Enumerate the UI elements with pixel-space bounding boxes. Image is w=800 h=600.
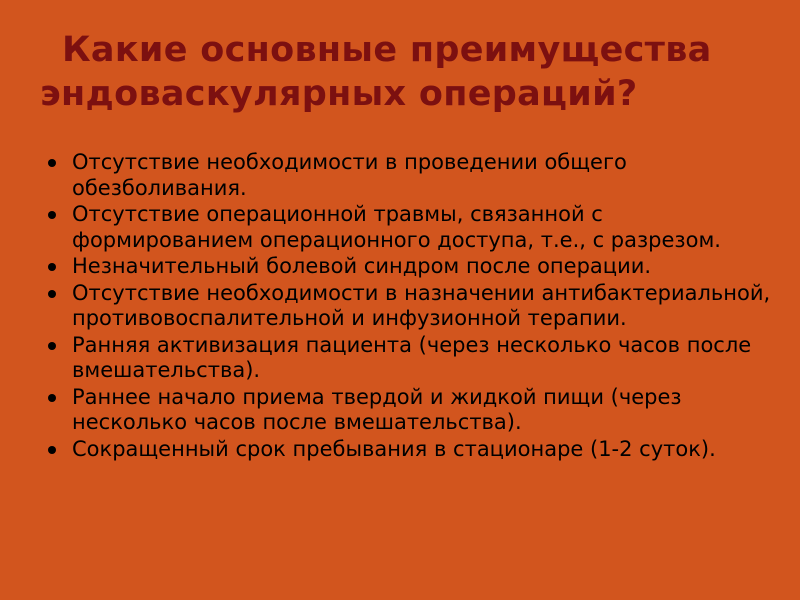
bullet-dot-icon: [48, 342, 56, 350]
bullet-dot-icon: [48, 394, 56, 402]
bullet-dot-icon: [48, 290, 56, 298]
list-item-text: Отсутствие необходимости в проведении общего обезболивания.: [72, 150, 627, 200]
bullet-dot-icon: [48, 159, 56, 167]
list-item-text: Ранняя активизация пациента (через несколько часов после вмешательства).: [72, 332, 752, 382]
list-item-text: Раннее начало приема твердой и жидкой пищи (через несколько часов после вмешательства).: [72, 384, 682, 434]
list-item: [34, 333, 774, 384]
bullet-dot-icon: [48, 446, 56, 454]
list-item: [34, 281, 774, 332]
list-item: [34, 150, 774, 201]
list-item-text: Сокращенный срок пребывания в стационаре (1-2 суток).: [72, 436, 716, 461]
list-item-text: Отсутствие необходимости в назначении антибактериальной, противовоспалительной и инфузионной терапии.: [72, 280, 771, 330]
list-item-text: Незначительный болевой синдром после операции.: [72, 254, 652, 278]
list-item: [34, 437, 774, 463]
list-item: [34, 202, 774, 253]
list-item: [34, 254, 774, 280]
list-item: [34, 385, 774, 436]
bullet-list: [34, 150, 774, 463]
slide-title: Какие основные преимущества эндоваскулярных операций?: [40, 30, 712, 114]
list-item-text: Отсутствие операционной травмы, связанной с формированием операционного доступа, т.е., с разрезом.: [72, 202, 721, 252]
bullet-dot-icon: [48, 211, 56, 219]
bullet-dot-icon: [48, 263, 56, 271]
